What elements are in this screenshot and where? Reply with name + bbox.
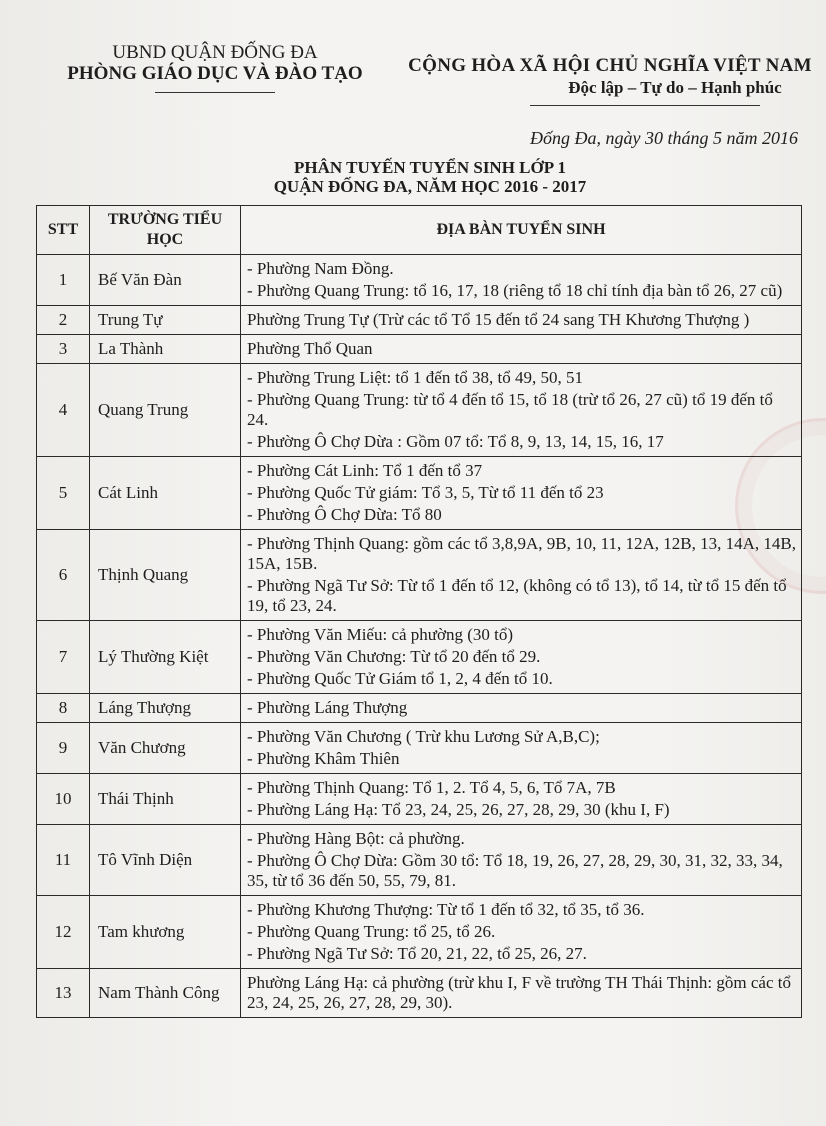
row-area	[241, 723, 802, 774]
area-line: - Phường Cát Linh: Tổ 1 đến tổ 37	[247, 461, 483, 480]
area-line: - Phường Quốc Tử giám: Tổ 3, 5, Từ tổ 11 đến tổ 23	[247, 483, 604, 502]
area-line: - Phường Ô Chợ Dừa : Gồm 07 tổ: Tổ 8, 9, 13, 14, 15, 16, 17	[247, 432, 664, 451]
table-row	[37, 255, 802, 306]
national-header	[400, 55, 820, 106]
table-row	[37, 306, 802, 335]
row-school: La Thành	[90, 335, 241, 364]
row-stt: 6	[37, 530, 90, 621]
area-line: - Phường Quang Trung: tổ 16, 17, 18 (riêng tổ 18 chỉ tính địa bàn tổ 26, 27 cũ)	[247, 281, 783, 300]
area-line: - Phường Nam Đồng.	[247, 259, 394, 278]
row-stt: 11	[37, 825, 90, 896]
row-stt: 1	[37, 255, 90, 306]
area-line: - Phường Quang Trung: tổ 25, tổ 26.	[247, 922, 496, 941]
area-line: - Phường Văn Miếu: cả phường (30 tổ)	[247, 625, 514, 644]
area-line: - Phường Trung Liệt: tổ 1 đến tổ 38, tổ 49, 50, 51	[247, 368, 584, 387]
table-row	[37, 896, 802, 969]
area-line: - Phường Ngã Tư Sở: Tổ 20, 21, 22, tổ 25, 26, 27.	[247, 944, 587, 963]
row-school: Cát Linh	[90, 457, 241, 530]
area-line: - Phường Láng Thượng	[247, 698, 408, 717]
header-stt: STT	[37, 206, 90, 255]
nation-motto: Độc lập – Tự do – Hạnh phúc	[568, 78, 782, 97]
row-stt: 4	[37, 364, 90, 457]
area-line: - Phường Văn Chương ( Trừ khu Lương Sử A,B,C);	[247, 727, 600, 746]
nation-line-1: CỘNG HÒA XÃ HỘI CHỦ NGHĨA VIỆT NAM	[408, 55, 812, 76]
header-area: ĐỊA BÀN TUYỂN SINH	[241, 206, 802, 255]
row-school: Tô Vĩnh Diện	[90, 825, 241, 896]
area-line: - Phường Ô Chợ Dừa: Gồm 30 tổ: Tổ 18, 19, 26, 27, 28, 29, 30, 31, 32, 33, 34, 35, từ tổ 36 đến 50, 55, 79, 81.	[247, 851, 783, 890]
row-stt: 12	[37, 896, 90, 969]
area-line: Phường Thổ Quan	[247, 339, 373, 358]
table-row	[37, 530, 802, 621]
row-area	[241, 530, 802, 621]
title-line-1: PHÂN TUYẾN TUYỂN SINH LỚP 1	[294, 158, 566, 177]
row-stt: 13	[37, 969, 90, 1018]
area-line: Phường Láng Hạ: cả phường (trừ khu I, F về trường TH Thái Thịnh: gồm các tổ 23, 24, 25, 26, 27, 28, 29, 30).	[247, 973, 791, 1012]
row-area	[241, 774, 802, 825]
org-line-1: UBND QUẬN ĐỐNG ĐA	[112, 42, 318, 63]
row-school: Nam Thành Công	[90, 969, 241, 1018]
table-row	[37, 825, 802, 896]
table-row	[37, 694, 802, 723]
row-school: Bế Văn Đàn	[90, 255, 241, 306]
area-line: - Phường Khương Thượng: Từ tổ 1 đến tổ 32, tổ 35, tổ 36.	[247, 900, 645, 919]
title-line-2: QUẬN ĐỐNG ĐA, NĂM HỌC 2016 - 2017	[273, 177, 587, 196]
area-line: - Phường Láng Hạ: Tổ 23, 24, 25, 26, 27, 28, 29, 30 (khu I, F)	[247, 800, 670, 819]
row-school: Lý Thường Kiệt	[90, 621, 241, 694]
row-area	[241, 364, 802, 457]
org-underline	[155, 92, 275, 93]
row-school: Thịnh Quang	[90, 530, 241, 621]
table-row	[37, 335, 802, 364]
row-area	[241, 335, 802, 364]
table-row	[37, 969, 802, 1018]
table-row	[37, 364, 802, 457]
row-school: Trung Tự	[90, 306, 241, 335]
row-stt: 3	[37, 335, 90, 364]
motto-underline	[530, 105, 760, 106]
row-area	[241, 621, 802, 694]
row-area	[241, 306, 802, 335]
area-line: - Phường Khâm Thiên	[247, 749, 400, 768]
row-stt: 5	[37, 457, 90, 530]
row-school: Tam khương	[90, 896, 241, 969]
area-line: - Phường Thịnh Quang: gồm các tổ 3,8,9A, 9B, 10, 11, 12A, 12B, 13, 14A, 14B, 15A, 15B.	[247, 534, 796, 573]
row-area	[241, 969, 802, 1018]
row-stt: 8	[37, 694, 90, 723]
table-row	[37, 621, 802, 694]
document-date: Đống Đa, ngày 30 tháng 5 năm 2016	[530, 128, 798, 148]
row-area	[241, 255, 802, 306]
document-title	[240, 158, 620, 196]
issuing-authority	[60, 42, 370, 93]
area-line: Phường Trung Tự (Trừ các tổ Tổ 15 đến tổ 24 sang TH Khương Thượng )	[247, 310, 750, 329]
enrollment-table	[36, 205, 802, 1018]
table-row	[37, 774, 802, 825]
row-area	[241, 457, 802, 530]
row-area	[241, 694, 802, 723]
row-school: Thái Thịnh	[90, 774, 241, 825]
area-line: - Phường Văn Chương: Từ tổ 20 đến tổ 29.	[247, 647, 541, 666]
area-line: - Phường Quang Trung: từ tổ 4 đến tổ 15, tổ 18 (trừ tổ 26, 27 cũ) tổ 19 đến tổ 24.	[247, 390, 773, 429]
area-line: - Phường Hàng Bột: cả phường.	[247, 829, 465, 848]
row-area	[241, 896, 802, 969]
row-school: Quang Trung	[90, 364, 241, 457]
area-line: - Phường Thịnh Quang: Tổ 1, 2. Tổ 4, 5, 6, Tổ 7A, 7B	[247, 778, 616, 797]
org-line-2: PHÒNG GIÁO DỤC VÀ ĐÀO TẠO	[67, 63, 363, 84]
row-stt: 10	[37, 774, 90, 825]
row-school: Văn Chương	[90, 723, 241, 774]
table-row	[37, 457, 802, 530]
row-stt: 7	[37, 621, 90, 694]
area-line: - Phường Ô Chợ Dừa: Tổ 80	[247, 505, 442, 524]
row-stt: 9	[37, 723, 90, 774]
header-school: TRƯỜNG TIỂU HỌC	[90, 206, 241, 255]
row-stt: 2	[37, 306, 90, 335]
row-area	[241, 825, 802, 896]
area-line: - Phường Ngã Tư Sở: Từ tổ 1 đến tổ 12, (không có tổ 13), tổ 14, từ tổ 15 đến tổ 19, tổ 23, 24.	[247, 576, 787, 615]
row-school: Láng Thượng	[90, 694, 241, 723]
table-row	[37, 723, 802, 774]
area-line: - Phường Quốc Tử Giám tổ 1, 2, 4 đến tổ 10.	[247, 669, 553, 688]
table-header-row	[37, 206, 802, 255]
